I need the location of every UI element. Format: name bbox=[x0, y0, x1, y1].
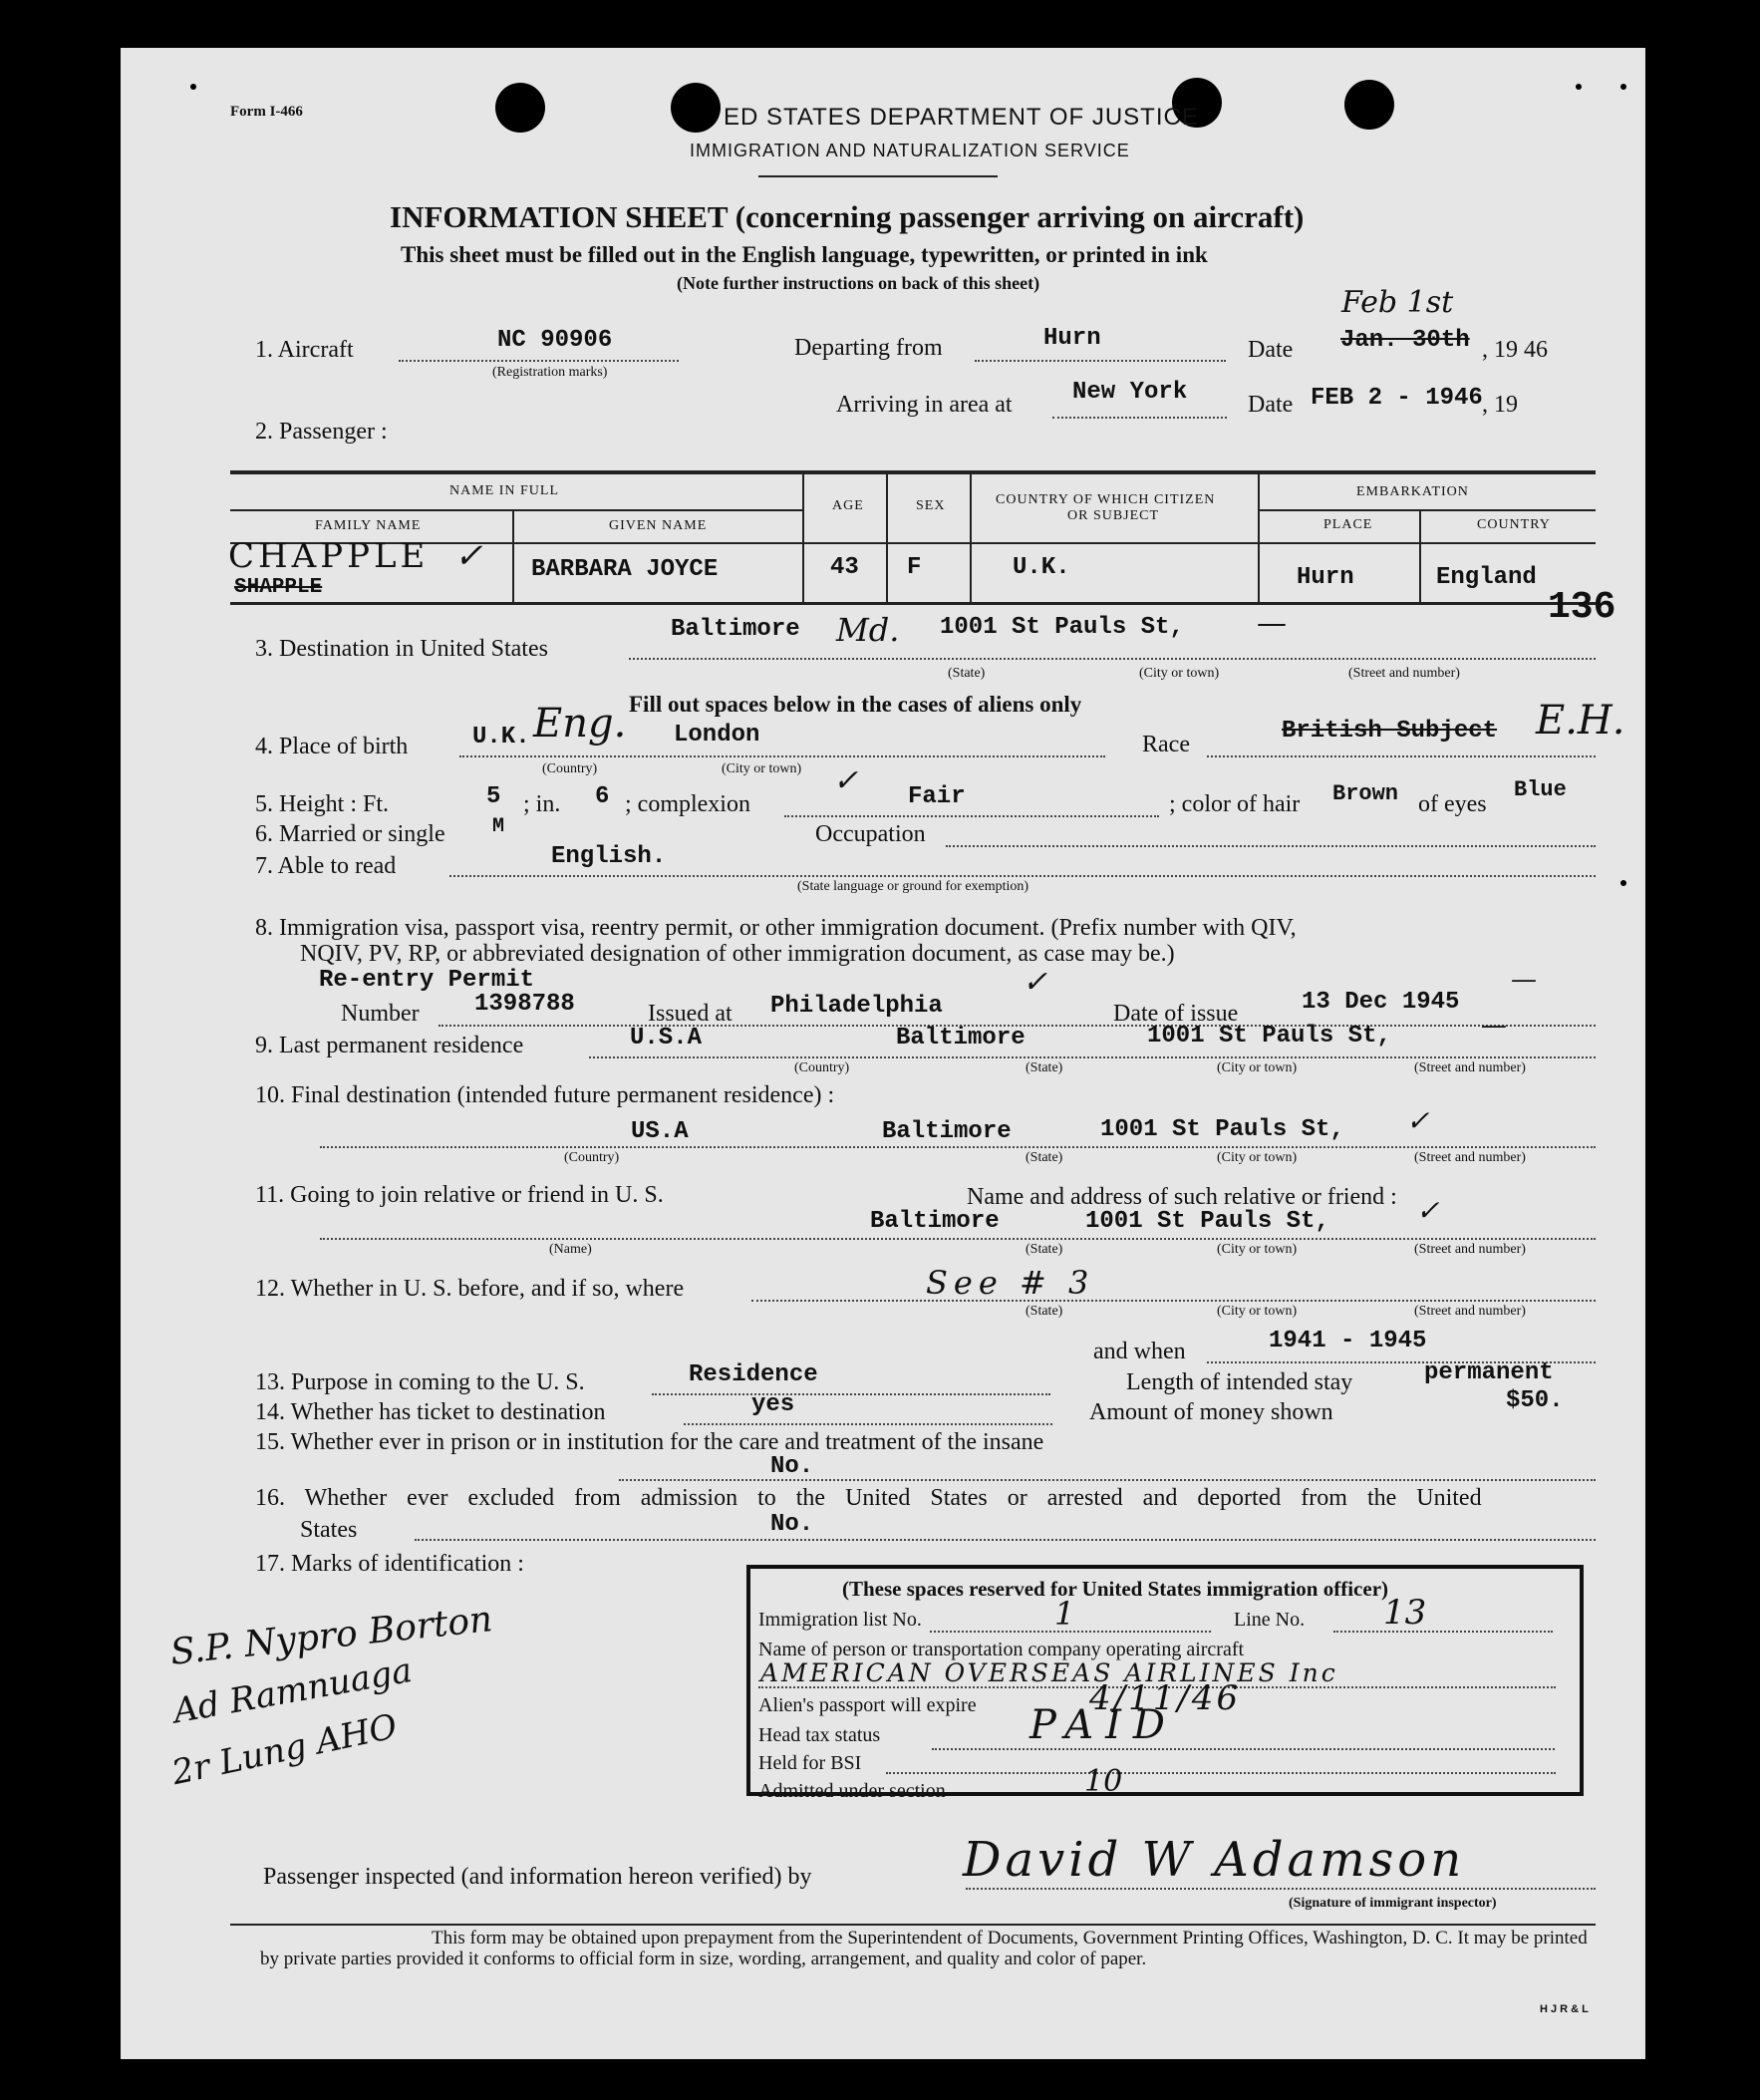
checkmark: — bbox=[1481, 1011, 1507, 1041]
table-divider bbox=[1258, 472, 1260, 604]
footer-rule bbox=[230, 1924, 1596, 1926]
item-12-label: 12. Whether in U. S. before, and if so, where bbox=[255, 1276, 685, 1302]
table-mid-rule bbox=[230, 509, 802, 511]
checkmark: ✓ bbox=[1416, 1194, 1440, 1227]
line-no-line bbox=[1333, 1631, 1553, 1633]
complexion-line bbox=[784, 815, 1159, 817]
relative-street: 1001 St Pauls St, bbox=[1085, 1208, 1329, 1235]
ticket-value: yes bbox=[751, 1391, 795, 1418]
departing-label: Departing from bbox=[794, 335, 943, 361]
relative-line bbox=[320, 1238, 1596, 1240]
date-handwritten-value: Feb 1st bbox=[1341, 285, 1454, 320]
item-17-label: 17. Marks of identification : bbox=[255, 1551, 524, 1577]
department-title: ED STATES DEPARTMENT OF JUSTICE bbox=[724, 104, 1199, 131]
place-value: Hurn bbox=[1297, 564, 1354, 591]
footer-text: This form may be obtained upon prepayment from the Superintendent of Documents, Government Printing Offices, Washington, D. C. It may be printed by private parties provided it conforms to official form in size, wording, arrangement, and quality and color of paper. bbox=[260, 1928, 1588, 1969]
arriving-line bbox=[1052, 417, 1227, 419]
occupation-label: Occupation bbox=[815, 821, 926, 847]
final-state: Baltimore bbox=[882, 1118, 1012, 1145]
table-divider bbox=[970, 472, 972, 604]
year-1: , 19 46 bbox=[1482, 337, 1548, 363]
birth-city: London bbox=[674, 722, 760, 749]
race-initials: E.H. bbox=[1536, 698, 1625, 744]
item-15-label: 15. Whether ever in prison or in institution for the care and treatment of the insane bbox=[255, 1429, 1044, 1455]
caption-city-or-town: (City or town) bbox=[722, 761, 802, 776]
printer-mark: H J R & L bbox=[1540, 2003, 1589, 2015]
read-value: English. bbox=[551, 843, 667, 870]
speck bbox=[190, 84, 196, 90]
arrival-date-label: Date bbox=[1248, 392, 1294, 418]
head-tax-line bbox=[932, 1748, 1555, 1750]
item-2-label: 2. Passenger : bbox=[255, 419, 388, 445]
checkmark: ✓ bbox=[454, 536, 483, 576]
item-16-label: 16. Whether ever excluded from admission to the United States or arrested and deported from the United bbox=[255, 1485, 1482, 1511]
final-line bbox=[320, 1146, 1596, 1148]
caption-country: (Country) bbox=[564, 1150, 620, 1165]
and-when-label: and when bbox=[1093, 1339, 1186, 1364]
marks-handwriting: Ad Ramnuaga bbox=[170, 1650, 416, 1732]
visa-number-label: Number bbox=[341, 1001, 420, 1027]
passport-expire-label: Alien's passport will expire bbox=[758, 1694, 977, 1716]
aliens-heading: Fill out spaces below in the cases of aliens only bbox=[629, 692, 1082, 717]
inspected-label: Passenger inspected (and information hereon verified) by bbox=[263, 1864, 812, 1890]
caption-city: (City or town) bbox=[1217, 1150, 1298, 1165]
birth-line bbox=[459, 755, 1105, 757]
table-mid-rule bbox=[1258, 509, 1596, 511]
caption-city: (City or town) bbox=[1139, 666, 1220, 681]
punch-hole bbox=[1344, 80, 1394, 130]
th-family-name: FAMILY NAME bbox=[315, 518, 422, 533]
th-country-1: COUNTRY OF WHICH CITIZEN bbox=[996, 492, 1216, 507]
caption-street: (Street and number) bbox=[1348, 666, 1460, 681]
speck bbox=[1576, 84, 1582, 90]
caption-street: (Street and number) bbox=[1414, 1060, 1526, 1075]
list-no-label: Immigration list No. bbox=[758, 1609, 922, 1631]
marks-handwriting: S.P. Nypro Borton bbox=[168, 1599, 495, 1673]
race-value: British Subject bbox=[1282, 718, 1498, 745]
item-14-label: 14. Whether has ticket to destination bbox=[255, 1399, 606, 1425]
th-sex: SEX bbox=[916, 498, 946, 513]
hair-label: ; color of hair bbox=[1169, 791, 1301, 817]
th-place: PLACE bbox=[1323, 517, 1373, 532]
date-of-issue-label: Date of issue bbox=[1113, 1001, 1239, 1027]
arriving-label: Arriving in area at bbox=[836, 392, 1013, 418]
ticket-line bbox=[684, 1423, 1052, 1425]
purpose-value: Residence bbox=[689, 1361, 818, 1388]
issued-at-value: Philadelphia bbox=[770, 993, 943, 1020]
head-tax-label: Head tax status bbox=[758, 1724, 881, 1746]
excluded-value: No. bbox=[770, 1511, 814, 1538]
item-11-label: 11. Going to join relative or friend in U. S. bbox=[255, 1182, 664, 1208]
height-ft: 5 bbox=[486, 783, 501, 810]
hair-value: Brown bbox=[1332, 781, 1399, 806]
family-name-handwritten: CHAPPLE bbox=[228, 536, 430, 576]
aircraft-line bbox=[399, 360, 679, 362]
item-7-label: 7. Able to read bbox=[255, 853, 397, 879]
item-10-label: 10. Final destination (intended future permanent residence) : bbox=[255, 1082, 835, 1108]
residence-street: 1001 St Pauls St, bbox=[1147, 1023, 1391, 1050]
list-no-value: 1 bbox=[1054, 1595, 1075, 1633]
item-16-label-2: States bbox=[300, 1517, 358, 1543]
caption-country: (Country) bbox=[542, 761, 598, 776]
final-street: 1001 St Pauls St, bbox=[1100, 1116, 1344, 1143]
item-4-label: 4. Place of birth bbox=[255, 734, 409, 759]
caption-city: (City or town) bbox=[1217, 1060, 1298, 1075]
item-9-label: 9. Last permanent residence bbox=[255, 1033, 524, 1058]
checkmark: — bbox=[1511, 965, 1537, 995]
item-13-label: 13. Purpose in coming to the U. S. bbox=[255, 1369, 585, 1395]
race-label: Race bbox=[1142, 732, 1190, 757]
departing-line bbox=[975, 360, 1226, 362]
th-age: AGE bbox=[832, 498, 864, 513]
race-line bbox=[1207, 755, 1596, 757]
item-5-label: 5. Height : Ft. bbox=[255, 791, 390, 817]
bsi-line bbox=[886, 1772, 1556, 1774]
table-header-rule bbox=[230, 542, 1596, 544]
bsi-label: Held for BSI bbox=[758, 1752, 862, 1774]
complexion-value: Fair bbox=[908, 783, 966, 810]
officer-box-title: (These spaces reserved for United States immigration officer) bbox=[842, 1577, 1389, 1601]
caption-state: (State) bbox=[1026, 1242, 1063, 1257]
destination-line bbox=[629, 658, 1596, 660]
money-label: Amount of money shown bbox=[1089, 1399, 1333, 1425]
purpose-line bbox=[652, 1393, 1050, 1395]
caption-city: (City or town) bbox=[1217, 1304, 1298, 1319]
officer-box bbox=[746, 1565, 1584, 1802]
speck bbox=[1620, 84, 1626, 90]
date-label: Date bbox=[1248, 337, 1294, 363]
table-divider bbox=[802, 472, 804, 604]
excluded-line bbox=[415, 1539, 1596, 1541]
before-line bbox=[751, 1300, 1596, 1302]
complexion-label: ; complexion bbox=[625, 791, 750, 817]
header-rule bbox=[758, 175, 998, 177]
prison-value: No. bbox=[770, 1453, 814, 1480]
caption-country: (Country) bbox=[794, 1060, 850, 1075]
item-8-label: 8. Immigration visa, passport visa, reentry permit, or other immigration document. (Prefix number with QIV, bbox=[255, 915, 1297, 941]
caption-state: (State) bbox=[1026, 1060, 1063, 1075]
item-3-label: 3. Destination in United States bbox=[255, 636, 548, 662]
destination-street: 1001 St Pauls St, bbox=[940, 614, 1184, 641]
relative-state: Baltimore bbox=[870, 1208, 1000, 1235]
checkmark: ✓ bbox=[1406, 1104, 1430, 1137]
eyes-value: Blue bbox=[1514, 777, 1567, 802]
signature-line bbox=[966, 1888, 1596, 1890]
registration-caption: (Registration marks) bbox=[492, 365, 608, 380]
country-value: England bbox=[1436, 564, 1537, 591]
read-line bbox=[449, 875, 1596, 877]
caption-street: (Street and number) bbox=[1414, 1304, 1526, 1319]
head-tax-value: PAID bbox=[1029, 1702, 1177, 1748]
section-label: Admitted under section bbox=[758, 1780, 946, 1802]
caption-state: (State) bbox=[1026, 1304, 1063, 1319]
visa-type: Re-entry Permit bbox=[319, 967, 535, 994]
speck bbox=[1620, 880, 1626, 886]
issued-at-label: Issued at bbox=[648, 1001, 733, 1027]
birth-hand: Eng. bbox=[533, 701, 627, 747]
th-country-2: OR SUBJECT bbox=[1067, 508, 1160, 523]
destination-state: Baltimore bbox=[671, 616, 800, 643]
occupation-line bbox=[946, 845, 1596, 847]
th-embarkation: EMBARKATION bbox=[1356, 484, 1469, 499]
when-value: 1941 - 1945 bbox=[1269, 1328, 1427, 1354]
marks-handwriting: 2r Lung AHO bbox=[168, 1706, 402, 1794]
arrival-date-stamp: FEB 2 - 1946 bbox=[1311, 385, 1483, 412]
height-in: 6 bbox=[595, 783, 610, 810]
service-title: IMMIGRATION AND NATURALIZATION SERVICE bbox=[690, 141, 1130, 160]
th-name-in-full: NAME IN FULL bbox=[449, 483, 559, 498]
item-1-label: 1. Aircraft bbox=[255, 337, 354, 363]
checkmark: — bbox=[1257, 606, 1287, 641]
money-value: $50. bbox=[1506, 1387, 1564, 1414]
read-caption: (State language or ground for exemption) bbox=[797, 879, 1029, 894]
family-name-typed: SHAPPLE bbox=[234, 576, 323, 599]
sheet-note: (Note further instructions on back of this sheet) bbox=[677, 273, 1040, 293]
height-in-label: ; in. bbox=[523, 791, 561, 817]
arriving-value: New York bbox=[1072, 379, 1188, 406]
caption-street: (Street and number) bbox=[1414, 1242, 1526, 1257]
line-no-value: 13 bbox=[1383, 1593, 1427, 1633]
date-crossed-value: Jan. 30th bbox=[1340, 327, 1470, 354]
destination-hand: Md. bbox=[836, 611, 900, 649]
relative-name-label: Name and address of such relative or friend : bbox=[967, 1184, 1397, 1210]
number-136: 136 bbox=[1548, 586, 1616, 629]
birth-country: U.K. bbox=[472, 724, 530, 750]
eyes-label: of eyes bbox=[1418, 791, 1487, 817]
sheet-instruction: This sheet must be filled out in the English language, typewritten, or printed in ink bbox=[401, 242, 1208, 267]
stay-label: Length of intended stay bbox=[1126, 1369, 1353, 1395]
th-country: COUNTRY bbox=[1477, 517, 1551, 532]
citizen-value: U.K. bbox=[1013, 554, 1070, 581]
signature-caption: (Signature of immigrant inspector) bbox=[1289, 1896, 1497, 1911]
aircraft-value: NC 90906 bbox=[497, 327, 613, 354]
form-number: Form I-466 bbox=[230, 104, 303, 120]
sex-value: F bbox=[907, 554, 922, 581]
before-hand: See # 3 bbox=[926, 1264, 1095, 1302]
caption-name: (Name) bbox=[549, 1242, 592, 1257]
item-8-label-2: NQIV, PV, RP, or abbreviated designation of other immigration document, as case may be.) bbox=[300, 941, 1175, 967]
punch-hole bbox=[671, 83, 721, 133]
visa-number: 1398788 bbox=[474, 991, 575, 1018]
form-page bbox=[121, 48, 1645, 2059]
caption-state: (State) bbox=[1026, 1150, 1063, 1165]
table-top-rule bbox=[230, 470, 1596, 474]
checkmark: ✓ bbox=[833, 763, 859, 798]
operator-value: AMERICAN OVERSEAS AIRLINES Inc bbox=[760, 1658, 1338, 1687]
operator-label: Name of person or transportation company operating aircraft bbox=[758, 1639, 1245, 1660]
date-of-issue-value: 13 Dec 1945 bbox=[1302, 989, 1460, 1016]
checkmark: ✓ bbox=[1023, 965, 1048, 1000]
stay-value: permanent bbox=[1424, 1359, 1554, 1386]
married-value: M bbox=[492, 815, 505, 838]
year-2: , 19 bbox=[1482, 392, 1518, 418]
departing-value: Hurn bbox=[1043, 325, 1101, 352]
passport-expire-value: 4/11/46 bbox=[1089, 1678, 1242, 1718]
age-value: 43 bbox=[830, 554, 859, 581]
line-no-label: Line No. bbox=[1234, 1609, 1306, 1631]
sheet-title: INFORMATION SHEET (concerning passenger arriving on aircraft) bbox=[390, 199, 1305, 234]
final-country: US.A bbox=[631, 1118, 689, 1145]
section-value: 10 bbox=[1084, 1764, 1123, 1799]
inspector-signature: David W Adamson bbox=[963, 1832, 1466, 1888]
residence-state: Baltimore bbox=[896, 1025, 1026, 1051]
table-divider bbox=[886, 472, 888, 604]
residence-line bbox=[589, 1056, 1596, 1058]
item-6-label: 6. Married or single bbox=[255, 821, 445, 847]
caption-state: (State) bbox=[948, 666, 986, 681]
table-divider bbox=[512, 511, 514, 604]
table-divider bbox=[1419, 511, 1421, 604]
given-name-value: BARBARA JOYCE bbox=[531, 556, 719, 583]
th-given-name: GIVEN NAME bbox=[609, 518, 708, 533]
caption-street: (Street and number) bbox=[1414, 1150, 1526, 1165]
prison-line bbox=[619, 1479, 1596, 1481]
residence-country: U.S.A bbox=[630, 1025, 703, 1051]
caption-city: (City or town) bbox=[1217, 1242, 1298, 1257]
punch-hole bbox=[495, 83, 545, 133]
table-bottom-rule bbox=[230, 602, 1596, 605]
